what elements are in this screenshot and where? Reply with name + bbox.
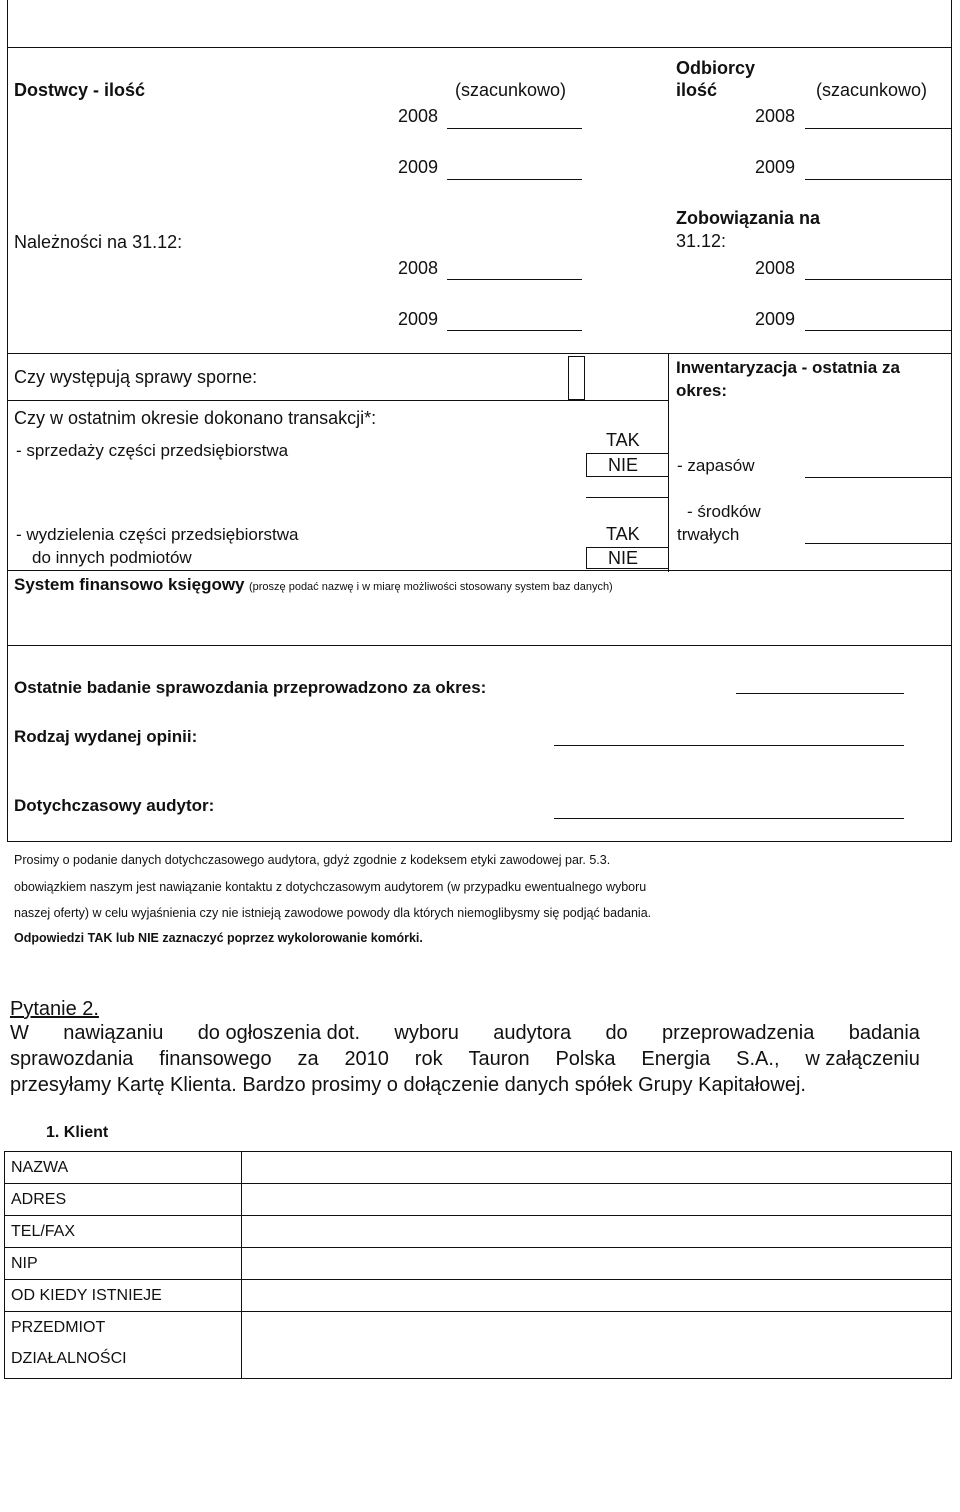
recipients-estimate: (szacunkowo): [816, 80, 928, 100]
note-line-2: obowiązkiem naszym jest nawiązanie kontaktu z dotychczasowym audytorem (w przypadku ewentualnego wyboru: [14, 880, 647, 894]
liabilities-year-2009: 2009: [755, 309, 796, 329]
auditor-label: Dotychczasowy audytor:: [14, 796, 215, 815]
sale-yes[interactable]: TAK: [606, 430, 640, 450]
question-line-2: [10, 1048, 920, 1071]
client-row-label: DZIAŁALNOŚCI: [11, 1350, 127, 1367]
receivables-label: Należności na 31.12:: [14, 232, 183, 252]
inventory-assets-1: - środków: [687, 502, 761, 521]
recipients-2008-field[interactable]: [805, 128, 951, 129]
auditor-field[interactable]: [554, 818, 904, 819]
q-word: do: [605, 1022, 628, 1044]
inventory-stock: - zapasów: [677, 456, 755, 475]
accounting-system: [14, 575, 613, 595]
transactions-label: Czy w ostatnim okresie dokonano transakcji*:: [14, 408, 377, 428]
recipients-label-1: Odbiorcy: [676, 58, 756, 78]
inventory-assets-field[interactable]: [805, 543, 951, 544]
receivables-2009-field[interactable]: [447, 330, 582, 331]
client-row-label: NIP: [11, 1255, 38, 1272]
client-row-nazwa[interactable]: [5, 1152, 951, 1184]
client-heading: 1. Klient: [46, 1124, 109, 1141]
client-row-label: OD KIEDY ISTNIEJE: [11, 1287, 162, 1304]
recipients-year-2009: 2009: [755, 157, 796, 177]
suppliers-2008-field[interactable]: [447, 128, 582, 129]
suppliers-year-2009: 2009: [398, 157, 439, 177]
q-word: S.A.,: [736, 1048, 780, 1070]
q-word: do ogłoszenia dot.: [197, 1022, 361, 1044]
frame-left: [7, 0, 8, 842]
q-word: Energia: [641, 1048, 711, 1070]
q-word: W: [10, 1022, 29, 1044]
liabilities-year-2008: 2008: [755, 258, 796, 278]
note-line-3: naszej oferty) w celu wyjaśnienia czy nie istnieją zawodowe powody dla których niemoglibysmy się podjąć badania.: [14, 906, 652, 920]
transaction-sale: - sprzedaży części przedsiębiorstwa: [16, 441, 289, 460]
inventory-label-2: okres:: [676, 381, 728, 400]
liabilities-2009-field[interactable]: [805, 330, 951, 331]
q-word: finansowego: [159, 1048, 272, 1070]
separation-top-line: [586, 497, 669, 498]
q-word: wyboru: [394, 1022, 459, 1044]
liabilities-label-2: 31.12:: [676, 231, 727, 251]
receivables-year-2009: 2009: [398, 309, 439, 329]
accounting-system-label: System finansowo księgowy: [14, 575, 245, 594]
transaction-separation-2: do innych podmiotów: [32, 548, 192, 567]
suppliers-estimate: (szacunkowo): [455, 80, 567, 100]
q-word: Tauron: [468, 1048, 530, 1070]
note-line-4: Odpowiedzi TAK lub NIE zaznaczyć poprzez wykolorowanie komórki.: [14, 931, 423, 945]
client-row-adres[interactable]: [5, 1184, 951, 1216]
liabilities-2008-field[interactable]: [805, 279, 951, 280]
frame-top-divider: [7, 47, 951, 48]
suppliers-2009-field[interactable]: [447, 179, 582, 180]
inventory-label-1: Inwentaryzacja - ostatnia za: [676, 358, 900, 377]
note-line-1: Prosimy o podanie danych dotychczasowego audytora, gdyż zgodnie z kodeksem etyki zawodowej par. 5.3.: [14, 853, 611, 867]
disputes-yes-cell[interactable]: [568, 356, 585, 400]
client-row-label: TEL/FAX: [11, 1223, 76, 1240]
separation-no[interactable]: NIE: [608, 548, 639, 568]
client-row-since[interactable]: [5, 1280, 951, 1312]
section-divider-disputes: [7, 353, 951, 354]
separation-yes[interactable]: TAK: [606, 524, 640, 544]
inventory-assets-2: trwałych: [677, 525, 740, 544]
recipients-year-2008: 2008: [755, 106, 796, 126]
q-word: za: [297, 1048, 319, 1070]
frame-bottom: [7, 841, 951, 842]
client-row-telfax[interactable]: [5, 1216, 951, 1248]
question-line-1: [10, 1022, 920, 1045]
transaction-separation-1: - wydzielenia części przedsiębiorstwa: [16, 525, 299, 544]
question-line-3: przesyłamy Kartę Klienta. Bardzo prosimy o dołączenie danych spółek Grupy Kapitałowej.: [10, 1074, 806, 1096]
recipients-2009-field[interactable]: [805, 179, 951, 180]
q-word: audytora: [493, 1022, 572, 1044]
client-row-label: NAZWA: [11, 1159, 69, 1176]
inventory-stock-field[interactable]: [805, 477, 951, 478]
q-word: przeprowadzenia: [662, 1022, 815, 1044]
last-audit-label: Ostatnie badanie sprawozdania przeprowadzono za okres:: [14, 678, 487, 697]
q-word: Polska: [555, 1048, 616, 1070]
disputes-row-divider: [7, 400, 669, 401]
q-word: sprawozdania: [10, 1048, 134, 1070]
q-word: rok: [414, 1048, 443, 1070]
client-row-label: ADRES: [11, 1191, 67, 1208]
section-divider-system: [7, 570, 951, 571]
suppliers-label: Dostwcy - ilość: [14, 80, 146, 100]
disputes-label: Czy występują sprawy sporne:: [14, 367, 258, 387]
last-audit-field[interactable]: [736, 693, 904, 694]
question-title: Pytanie 2.: [10, 998, 99, 1020]
opinion-label: Rodzaj wydanej opinii:: [14, 727, 198, 746]
accounting-system-note: (proszę podać nazwę i w miarę możliwości stosowany system baz danych): [248, 581, 613, 593]
q-word: 2010: [344, 1048, 389, 1070]
client-row-label: PRZEDMIOT: [11, 1319, 106, 1336]
q-word: w załączeniu: [805, 1048, 920, 1070]
opinion-field[interactable]: [554, 745, 904, 746]
q-word: nawiązaniu: [63, 1022, 164, 1044]
suppliers-year-2008: 2008: [398, 106, 439, 126]
receivables-year-2008: 2008: [398, 258, 439, 278]
client-row-nip[interactable]: [5, 1248, 951, 1280]
liabilities-label-1: Zobowiązania na: [676, 208, 821, 228]
receivables-2008-field[interactable]: [447, 279, 582, 280]
section-divider-audit: [7, 645, 951, 646]
recipients-label-2: ilość: [676, 80, 718, 100]
sale-no[interactable]: NIE: [608, 455, 639, 475]
q-word: badania: [848, 1022, 920, 1044]
client-row-activity[interactable]: [5, 1312, 951, 1378]
frame-right: [951, 0, 952, 842]
client-table: [4, 1151, 952, 1379]
